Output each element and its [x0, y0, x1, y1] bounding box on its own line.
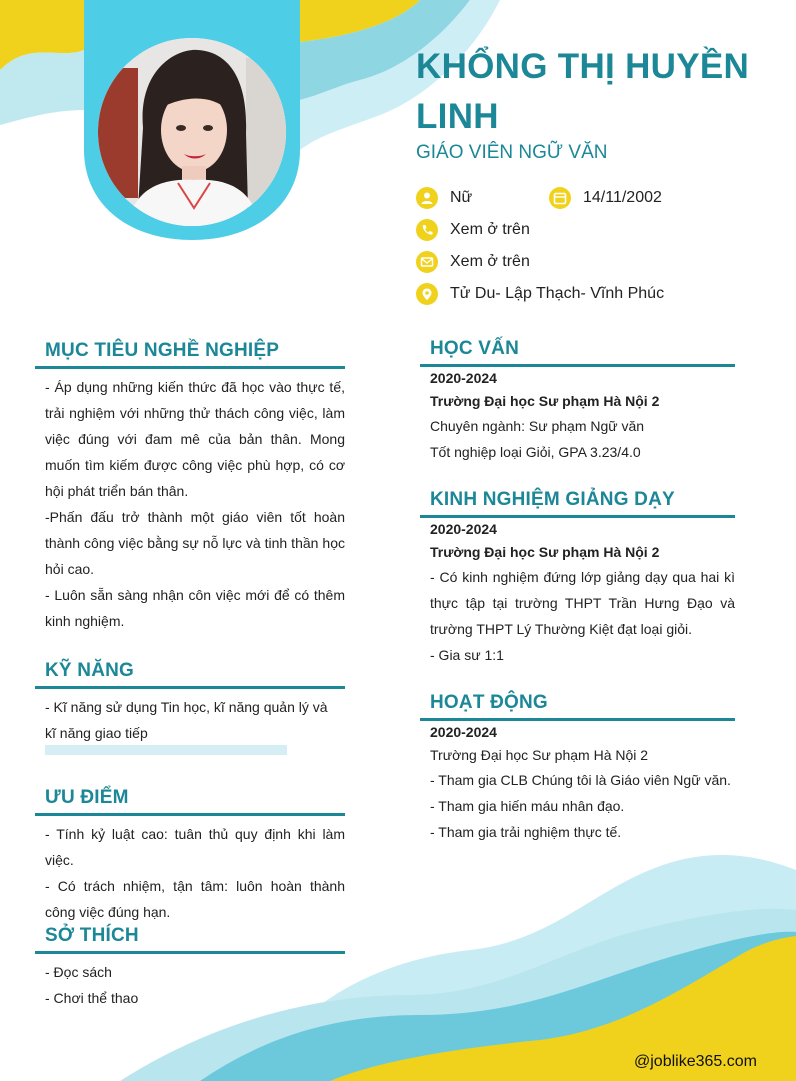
phone-value: Xem ở trên [450, 221, 530, 238]
email-row [416, 250, 530, 274]
calendar-icon [549, 187, 571, 209]
strength-item: - Tính kỷ luật cao: tuân thủ quy định khi làm việc. [45, 826, 345, 868]
phone-icon [416, 219, 438, 241]
experience-title: KINH NGHIỆM GIẢNG DẠY [430, 489, 675, 510]
job-title: GIÁO VIÊN NGỮ VĂN [416, 142, 608, 163]
birthday-row [549, 186, 662, 210]
objective-divider [35, 366, 345, 369]
activities-year: 2020-2024 [430, 724, 497, 740]
address-value: Tử Du- Lập Thạch- Vĩnh Phúc [450, 285, 665, 302]
experience-item: - Có kinh nghiệm đứng lớp giảng dạy qua hai kì thực tập tại trường THPT Trần Hưng Đạo và trường THPT Lý Thường Kiệt đạt loại giỏi. [430, 569, 735, 637]
hobby-item: - Chơi thể thao [45, 990, 139, 1006]
address-row [416, 282, 664, 306]
mail-icon [416, 251, 438, 273]
skill-item: - Kĩ năng sử dụng Tin học, kĩ năng quản lý và kĩ năng giao tiếp [45, 699, 328, 741]
objective-paragraph: -Phấn đấu trở thành một giáo viên tốt hoàn thành công việc bằng sự nỗ lực và tinh thần học hỏi cao. [45, 509, 345, 577]
activity-item: - Tham gia hiến máu nhân đạo. [430, 798, 625, 814]
skill-level-fill [45, 745, 287, 755]
hobby-item: - Đọc sách [45, 964, 112, 980]
strengths-divider [35, 813, 345, 816]
education-title: HỌC VẤN [430, 338, 520, 359]
activities-title: HOẠT ĐỘNG [430, 692, 548, 713]
skills-title: KỸ NĂNG [45, 660, 135, 681]
strength-item: - Có trách nhiệm, tận tâm: luôn hoàn thành công việc đúng hạn. [45, 878, 345, 920]
strengths-title: ƯU ĐIỂM [45, 787, 129, 808]
hobbies-text [45, 959, 345, 1011]
education-text [430, 367, 735, 465]
hobbies-divider [35, 951, 345, 954]
skills-text [45, 694, 335, 746]
strengths-text [45, 821, 345, 925]
experience-year: 2020-2024 [430, 521, 497, 537]
objective-paragraph: - Áp dụng những kiến thức đã học vào thực tế, trải nghiệm với những thử thách công việc, làm việc đúng với đam mê của bản thân. Mong muốn tìm kiếm được công việc phù hợp, có cơ hội phát triển bán thân. [45, 379, 345, 499]
birthday-value: 14/11/2002 [583, 189, 662, 206]
hobbies-title: SỞ THÍCH [45, 925, 139, 946]
avatar [98, 38, 286, 226]
education-major: Chuyên ngành: Sư phạm Ngữ văn [430, 418, 645, 434]
activities-school: Trường Đại học Sư phạm Hà Nội 2 [430, 747, 649, 763]
objective-text [45, 374, 345, 634]
candidate-name: KHỔNG THỊ HUYỀN LINH [416, 47, 750, 136]
email-value: Xem ở trên [450, 253, 530, 270]
skills-divider [35, 686, 345, 689]
experience-text [430, 518, 735, 668]
phone-row [416, 218, 530, 242]
education-year: 2020-2024 [430, 370, 497, 386]
objective-title: MỤC TIÊU NGHỀ NGHIỆP [45, 340, 280, 361]
education-result: Tốt nghiệp loại Giỏi, GPA 3.23/4.0 [430, 444, 641, 460]
user-icon [416, 187, 438, 209]
experience-item: - Gia sư 1:1 [430, 647, 504, 663]
activity-item: - Tham gia trải nghiệm thực tế. [430, 824, 622, 840]
location-pin-icon [416, 283, 438, 305]
education-school: Trường Đại học Sư phạm Hà Nội 2 [430, 393, 660, 409]
activity-item: - Tham gia CLB Chúng tôi là Giáo viên Ngữ văn. [430, 772, 731, 788]
activities-text [430, 721, 735, 845]
website-watermark: @joblike365.com [634, 1053, 757, 1070]
skill-level-bar [45, 745, 287, 755]
portrait-image [98, 38, 286, 226]
experience-school: Trường Đại học Sư phạm Hà Nội 2 [430, 544, 660, 560]
gender-value: Nữ [450, 189, 473, 206]
gender-row [416, 186, 472, 210]
objective-paragraph: - Luôn sẵn sàng nhận côn việc mới để có thêm kinh nghiệm. [45, 587, 345, 629]
